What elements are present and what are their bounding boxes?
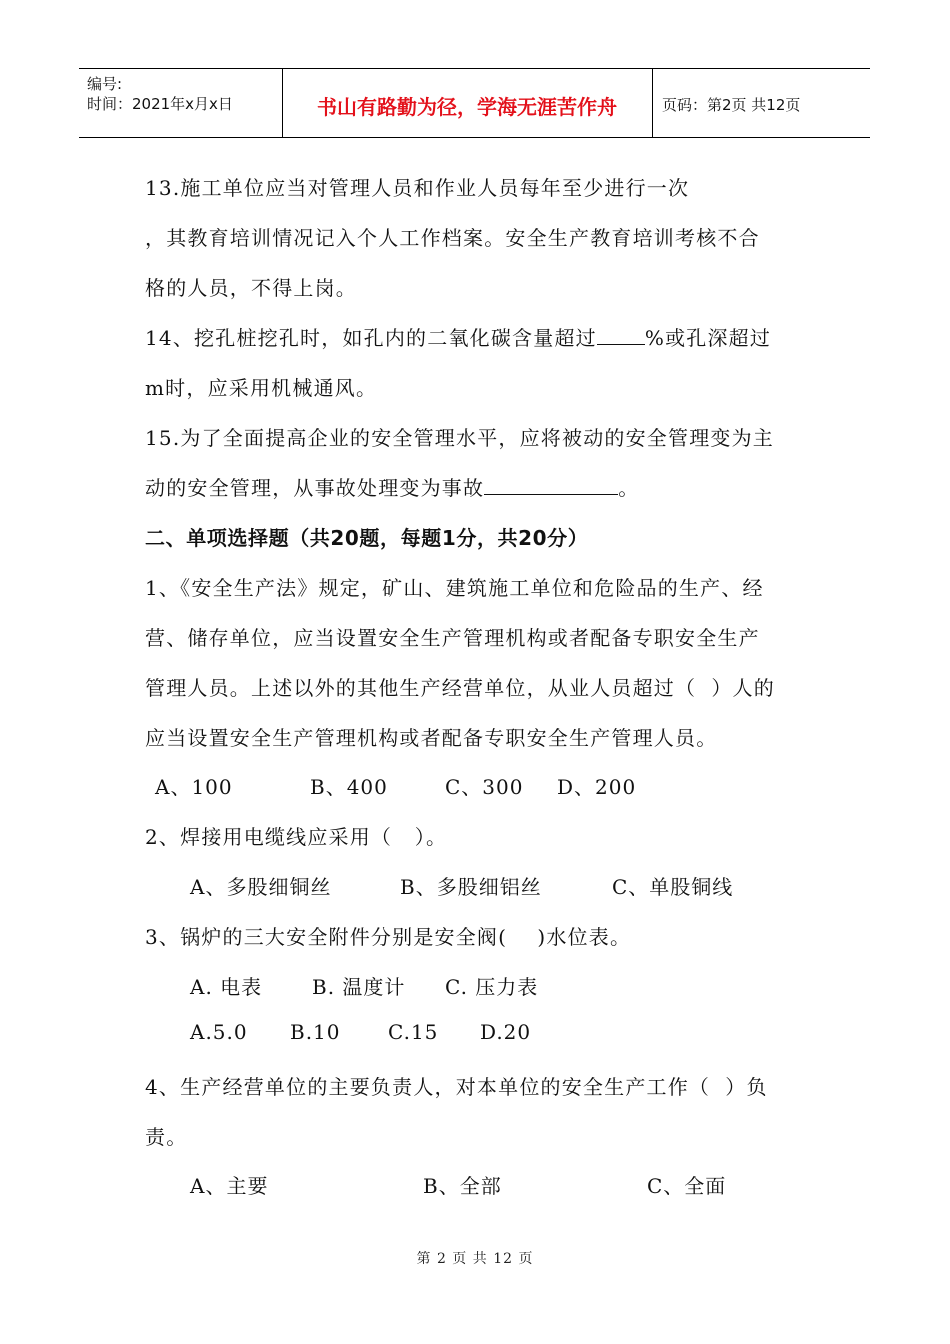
doc-number-label: 编号: <box>87 75 123 93</box>
mc-q1-line1: 1、《安全生产法》规定，矿山、建筑施工单位和危险品的生产、经 <box>145 576 764 600</box>
mc-q4-line2: 责。 <box>145 1125 188 1149</box>
q13-line1: 13.施工单位应当对管理人员和作业人员每年至少进行一次 <box>145 176 690 200</box>
mc-q2-option-b: B、多股细铝丝 <box>400 875 542 899</box>
section-title: 二、单项选择题（共20题，每题1分，共20分） <box>145 526 589 550</box>
motto: 书山有路勤为径，学海无涯苦作舟 <box>317 95 617 119</box>
mc-q4-line1: 4、生产经营单位的主要负责人，对本单位的安全生产工作（ ）负 <box>145 1075 768 1099</box>
mc-q4-option-a: A、主要 <box>190 1174 269 1198</box>
page-header <box>79 68 870 138</box>
mc-q1-line3: 管理人员。上述以外的其他生产经营单位，从业人员超过（ ）人的 <box>145 676 775 700</box>
mc-q3-alt-option-a: A.5.0 <box>190 1020 248 1044</box>
mc-q3-option-b: B. 温度计 <box>312 975 406 999</box>
mc-q2-option-c: C、单股铜线 <box>612 875 734 899</box>
q14-text-a: 14、挖孔桩挖孔时，如孔内的二氧化碳含量超过 <box>145 326 597 350</box>
q15-line1: 15.为了全面提高企业的安全管理水平，应将被动的安全管理变为主 <box>145 426 775 450</box>
q14-text-b: %或孔深超过 <box>644 326 772 350</box>
date-label: 时间：2021年x月x日 <box>87 95 233 113</box>
header-motto-cell <box>282 69 653 137</box>
header-page-cell <box>652 69 870 137</box>
q15-text-a: 动的安全管理，从事故处理变为事故 <box>145 476 485 500</box>
mc-q3-option-a: A. 电表 <box>190 975 263 999</box>
mc-q3-alt-option-c: C.15 <box>388 1020 439 1044</box>
mc-q4-option-b: B、全部 <box>423 1174 502 1198</box>
mc-q4-option-c: C、全面 <box>647 1174 727 1198</box>
q15-line2 <box>145 472 639 501</box>
mc-q1-line2: 营、储存单位，应当设置安全生产管理机构或者配备专职安全生产 <box>145 626 760 650</box>
mc-q1-option-c: C、300 <box>445 775 524 799</box>
header-info-cell <box>79 69 283 137</box>
mc-q1-option-b: B、400 <box>310 775 388 799</box>
page-indicator: 页码：第2页 共12页 <box>662 96 801 114</box>
q14-line1 <box>145 322 771 351</box>
mc-q1-line4: 应当设置安全生产管理机构或者配备专职安全生产管理人员。 <box>145 726 718 750</box>
mc-q1-option-d: D、200 <box>557 775 637 799</box>
q14-blank <box>597 326 645 345</box>
q13-line3: 格的人员，不得上岗。 <box>145 276 357 300</box>
page-footer: 第 2 页 共 12 页 <box>416 1251 534 1267</box>
mc-q3-option-c: C. 压力表 <box>445 975 539 999</box>
q13-line2: ，其教育培训情况记入个人工作档案。安全生产教育培训考核不合 <box>145 226 760 250</box>
mc-q3-stem: 3、锅炉的三大安全附件分别是安全阀( )水位表。 <box>145 925 632 949</box>
q15-blank <box>484 476 618 495</box>
q14-line2: m时，应采用机械通风。 <box>145 376 378 400</box>
mc-q2-option-a: A、多股细铜丝 <box>190 875 332 899</box>
mc-q1-option-a: A、100 <box>155 775 233 799</box>
mc-q3-alt-option-b: B.10 <box>290 1020 341 1044</box>
mc-q2-stem: 2、焊接用电缆线应采用（ ）。 <box>145 825 448 849</box>
q15-text-b: 。 <box>618 476 640 500</box>
mc-q3-alt-option-d: D.20 <box>480 1020 532 1044</box>
